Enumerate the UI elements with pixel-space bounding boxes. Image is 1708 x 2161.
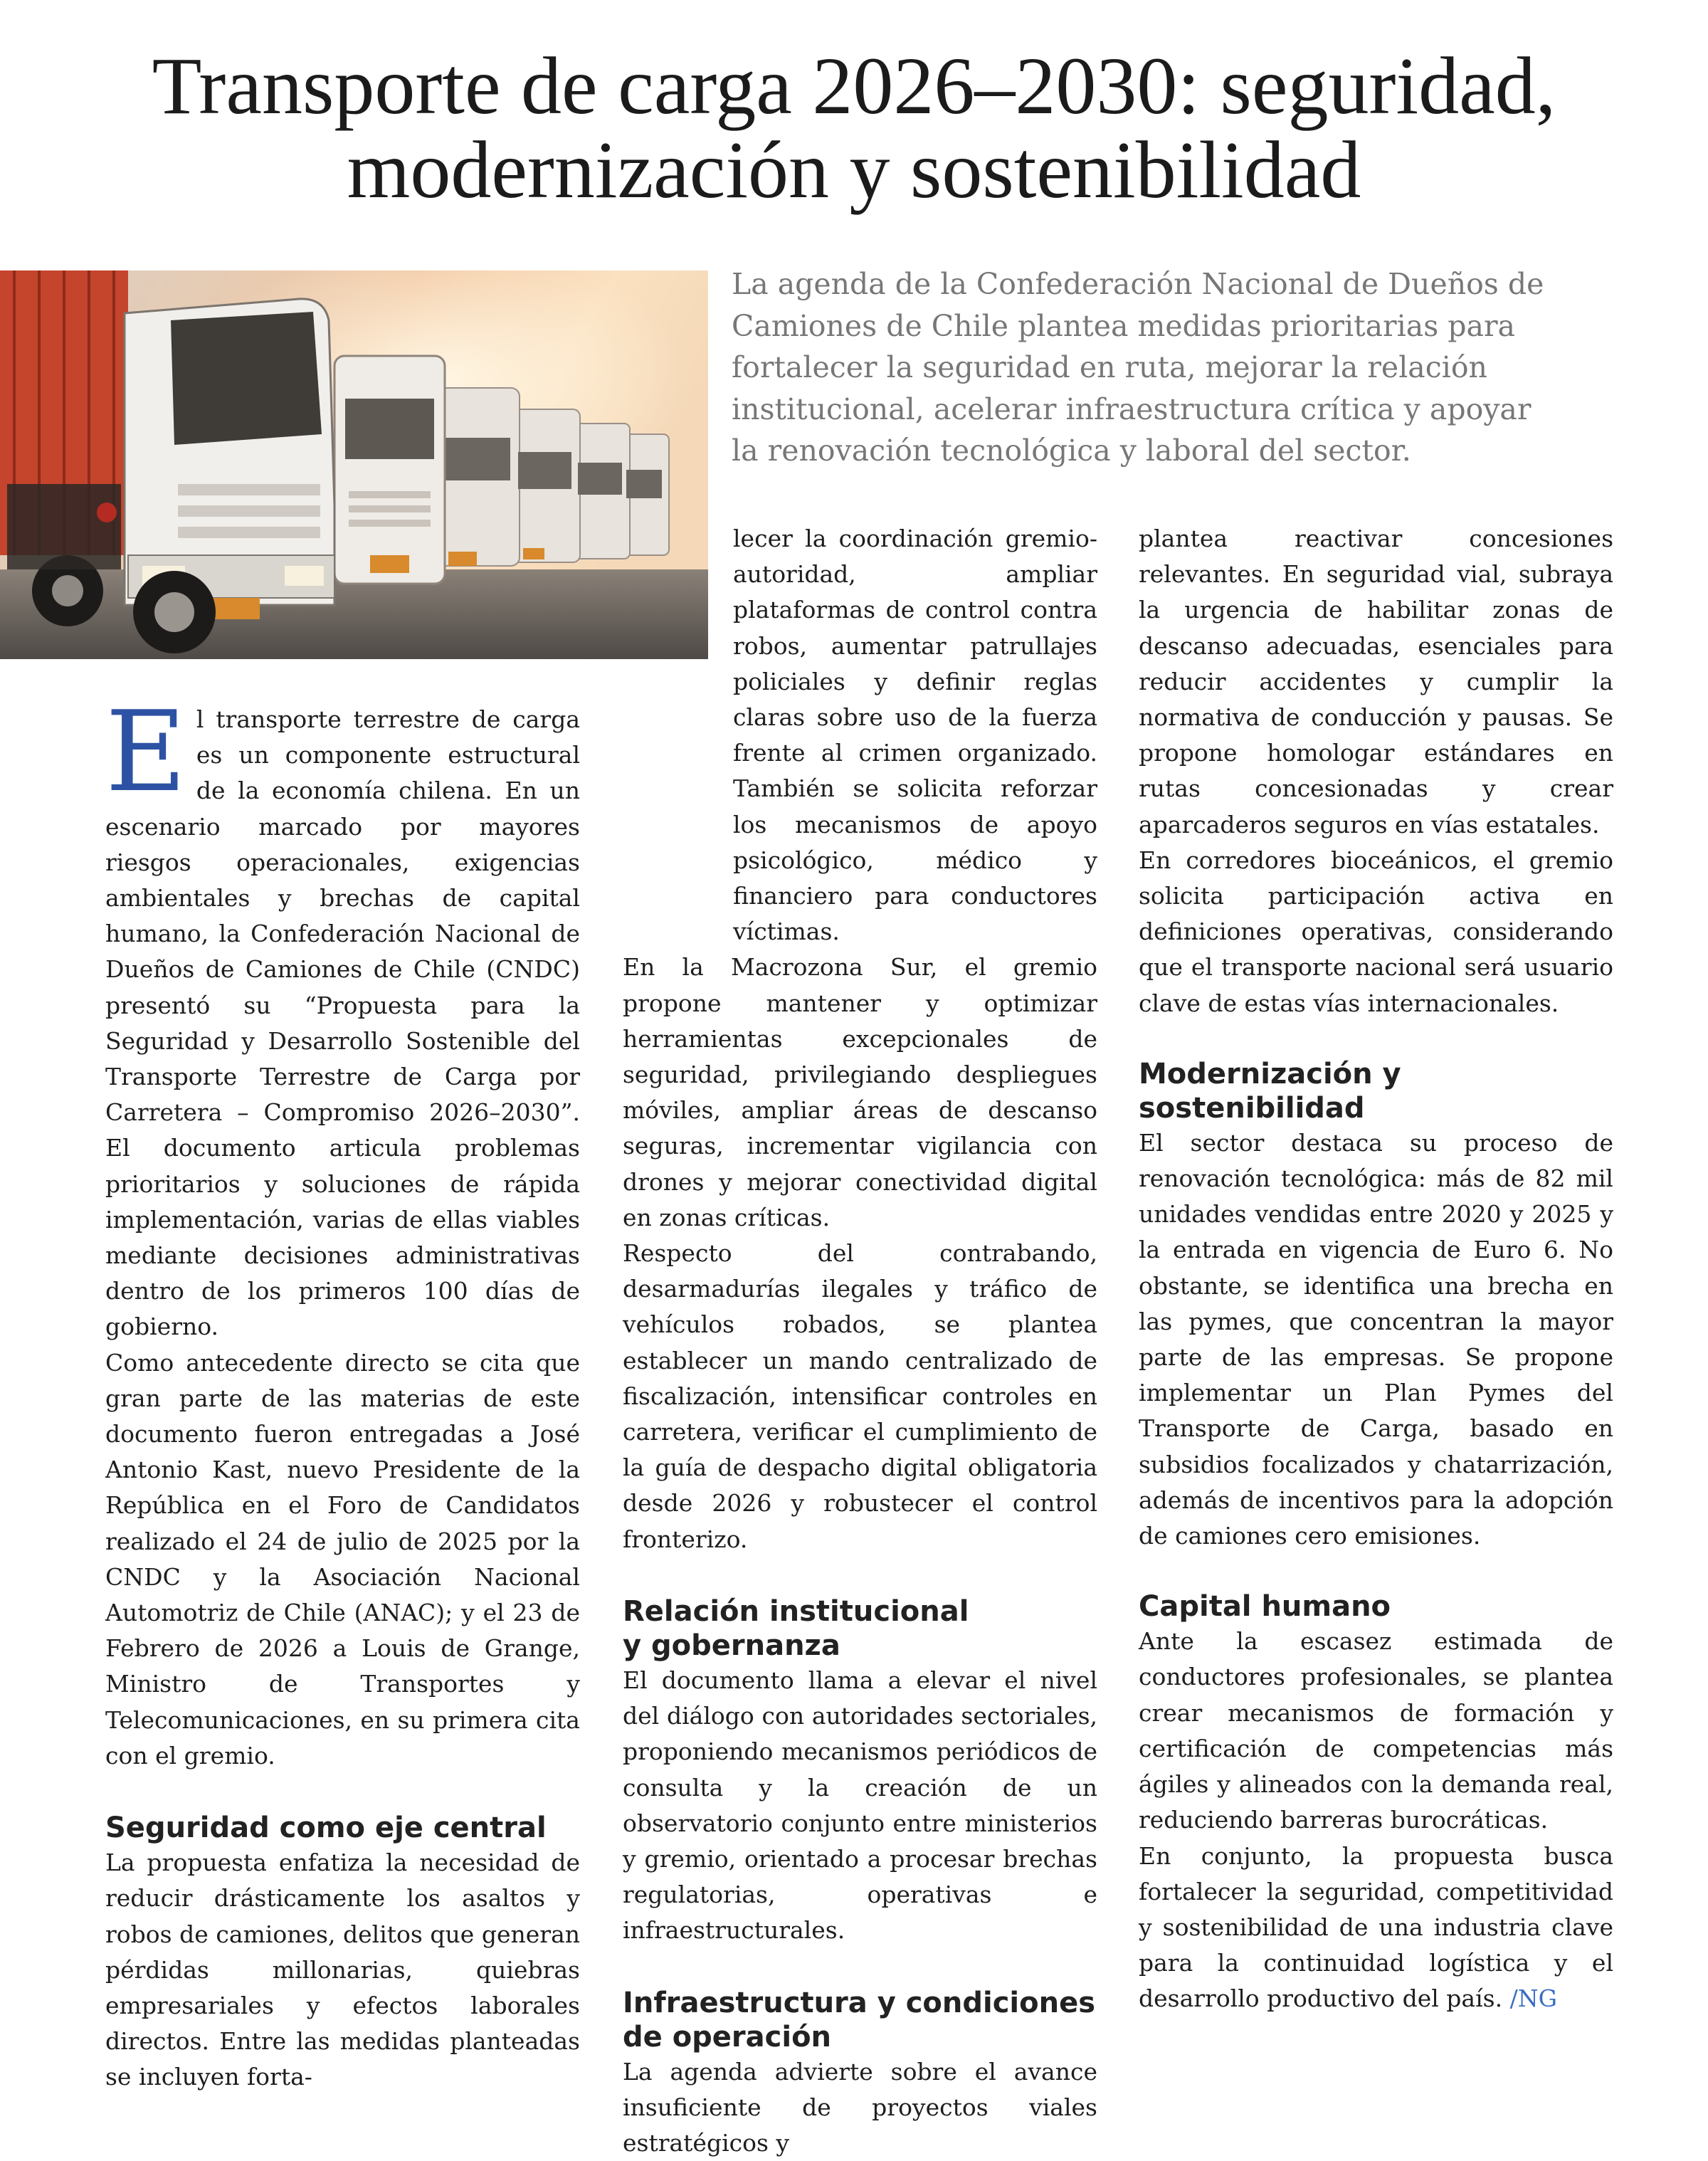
paragraph: lecer la coordinación gremio-autoridad, ampliar plataformas de control contra robos, aumentar patrullajes policiales y definir reglas claras sobre uso de la fuerza frente al crimen organizado. También se solicita reforzar los mecanismos de apoyo psicológico, médico y financiero para conductores víctimas. xyxy=(733,525,1097,946)
drop-cap: E xyxy=(105,687,186,816)
paragraph: La propuesta enfatiza la necesidad de reducir drásticamente los asaltos y robos de camiones, delitos que generan pérdidas millonarias, quiebras empresariales y efectos laborales directos. Entre las medidas planteadas se incluyen forta- xyxy=(105,1849,580,2091)
paragraph: El sector destaca su proceso de renovación tecnológica: más de 82 mil unidades vendidas entre 2020 y 2025 y la entrada en vigencia de Euro 6. No obstante, se identifica una brecha en las pymes, que concentran la mayor parte de las empresas. Se propone implementar un Plan Pymes del Transporte de Carga, basado en subsidios focalizados y chatarrización, además de incentivos para la adopción de camiones cero emisiones. xyxy=(1139,1128,1613,1550)
column-1 xyxy=(105,687,580,2096)
section-heading: Seguridad como eje central xyxy=(105,1812,547,1845)
section-heading xyxy=(623,1594,1097,1663)
paragraph: Ante la escasez estimada de conductores profesionales, se plantea crear mecanismos de formación y certificación de competencias más ágiles y alineados con la demanda real, reduciendo barreras burocráticas. xyxy=(1139,1627,1613,1834)
paragraph xyxy=(1139,1839,1613,2017)
heading-line: de operación xyxy=(623,2020,832,2054)
paragraph: Como antecedente directo se cita que gran parte de las materias de este documento fueron entregadas a José Antonio Kast, nuevo Presidente de la República en el Foro de Candidatos realizado el 24 de julio de 2025 por la CNDC y la Asociación Nacional Automotriz de Chile (ANAC); y el 23 de Febrero de 2026 a Louis de Grange, Ministro de Transportes y Telecomunicaciones, en su primera cita con el gremio. xyxy=(105,1348,580,1770)
author-credit: /NG xyxy=(1509,1984,1557,2013)
column-3 xyxy=(1139,521,1613,2017)
section-heading: Capital humano xyxy=(1139,1590,1391,1624)
column-2 xyxy=(623,521,1097,2161)
paragraph: El documento llama a elevar el nivel del diálogo con autoridades sectoriales, proponiendo mecanismos periódicos de consulta y la creación de un observatorio conjunto entre ministerios y gremio, orientado a procesar brechas regulatorias, operativas e infraestructurales. xyxy=(623,1666,1097,1945)
heading-line: Relación institucional xyxy=(623,1594,969,1628)
paragraph: En la Macrozona Sur, el gremio propone mantener y optimizar herramientas excepcionales de seguridad, privilegiando despliegues móviles, ampliar áreas de descanso seguras, incrementar vigilancia con drones y mejorar conectividad digital en zonas críticas. xyxy=(623,953,1097,1231)
title-line-2: modernización y sostenibilidad xyxy=(347,125,1361,215)
title-line-1: Transporte de carga 2026–2030: seguridad, xyxy=(152,41,1556,131)
paragraph: Respecto del contrabando, desarmadurías ilegales y tráfico de vehículos robados, se plantea establecer un mando centralizado de fiscalización, intensificar controles en carretera, verificar el cumplimiento de la guía de despacho digital obligatoria desde 2026 y robustecer el control fronterizo. xyxy=(623,1239,1097,1553)
heading-line: y gobernanza xyxy=(623,1629,840,1662)
paragraph: La agenda advierte sobre el avance insuficiente de proyectos viales estratégicos y xyxy=(623,2057,1097,2157)
paragraph: En corredores bioceánicos, el gremio solicita participación activa en definiciones operativas, considerando que el transporte nacional será usuario clave de estas vías internacionales. xyxy=(1139,846,1613,1017)
paragraph: l transporte terrestre de carga es un componente estructural de la economía chilena. En un escenario marcado por mayores riesgos operacionales, exigencias ambientales y brechas de capital humano, la Confederación Nacional de Dueños de Camiones de Chile (CNDC) presentó su “Propuesta para la Seguridad y Desarrollo Sostenible del Transporte Terrestre de Carga por Carretera – Compromiso 2026–2030”. El documento articula problemas prioritarios y soluciones de rápida implementación, varias de ellas viables mediante decisiones administrativas dentro de los primeros 100 días de gobierno. xyxy=(105,705,580,1341)
article-title xyxy=(0,41,1708,215)
article-lead: La agenda de la Confederación Nacional de Dueños de Camiones de Chile plantea medidas prioritarias para fortalecer la seguridad en ruta, mejorar la relación institucional, acelerar infraestructura crítica y apoyar la renovación tecnológica y laboral del sector. xyxy=(732,267,1544,468)
paragraph: plantea reactivar concesiones relevantes. En seguridad vial, subraya la urgencia de habilitar zonas de descanso adecuadas, esenciales para reducir accidentes y cumplir la normativa de conducción y pausas. Se propone homologar estándares en rutas concesionadas y crear aparcaderos seguros en vías estatales. xyxy=(1139,525,1613,838)
closing-text: En conjunto, la propuesta busca fortalecer la seguridad, competitividad y sostenibilidad de una industria clave para la continuidad logística y el desarrollo productivo del país. xyxy=(1139,1841,1613,2013)
section-heading xyxy=(623,1986,1097,2054)
trucks-photo xyxy=(0,270,708,659)
heading-line: Infraestructura y condiciones xyxy=(623,1986,1096,2019)
section-heading: Modernización y sostenibilidad xyxy=(1139,1057,1401,1125)
